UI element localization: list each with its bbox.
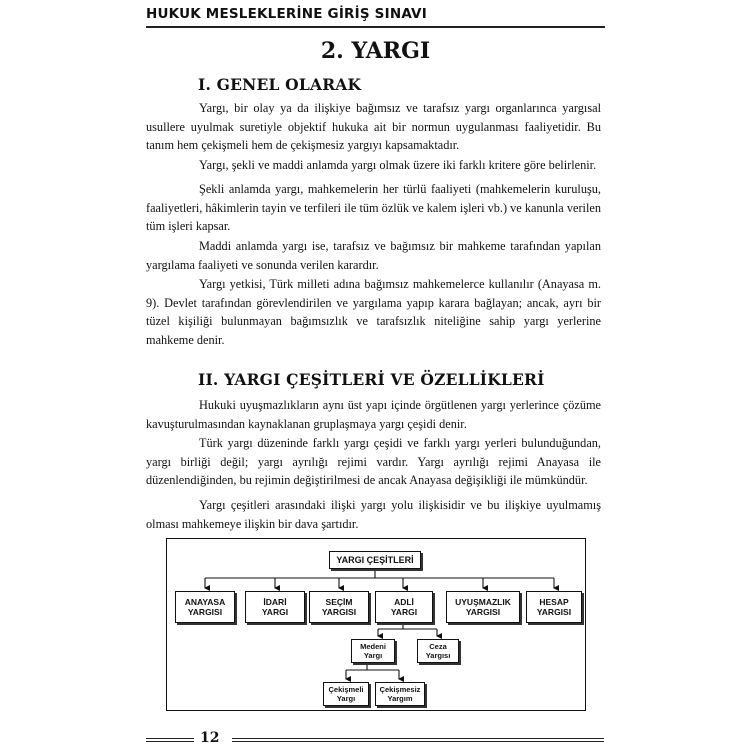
diagram-box-ceza-yargisi: Ceza Yargısı xyxy=(417,639,459,663)
header-rule xyxy=(146,26,605,28)
paragraph: Maddi anlamda yargı ise, tarafsız ve bağımsız bir mahkeme tarafından yapılan yargılama faaliyeti ve sonunda verilen karardır. xyxy=(146,239,601,272)
section-2-heading: II. YARGI ÇEŞİTLERİ VE ÖZELLİKLERİ xyxy=(198,370,545,389)
section-1-heading: I. GENEL OLARAK xyxy=(198,75,362,94)
yargi-cesitleri-diagram xyxy=(166,538,586,711)
footer-rule-right xyxy=(232,738,604,742)
diagram-box-cekismeli-yargi: Çekişmeli Yargı xyxy=(323,682,369,706)
footer-rule-left xyxy=(146,738,194,742)
diagram-box-uyusmazlik-yargisi: UYUŞMAZLIK YARGISI xyxy=(446,591,520,623)
diagram-box-cekismesiz-yargi: Çekişmesiz Yargım xyxy=(375,682,425,706)
paragraph: Türk yargı düzeninde farklı yargı çeşidi ve farklı yargı yerleri bulunduğundan, yargı birliği değil; yargı ayrılığı rejimi vardır. Yargı ayrılığı rejimi Anayasa ile düzenlendiğinden, bu rejimin değiştirilmesi de ancak Anayasa değişikliği ile mümkündür. xyxy=(146,436,601,487)
paragraph: Yargı çeşitleri arasındaki ilişki yargı yolu ilişkisidir ve bu ilişkiye uyulmamış olması mahkemeye ilişkin bir dava şartıdır. xyxy=(146,498,601,531)
page-number: 12 xyxy=(200,730,220,746)
diagram-box-adli-yargi: ADLİ YARGI xyxy=(375,591,433,623)
paragraph: Şekli anlamda yargı, mahkemelerin her türlü faaliyeti (mahkemelerin kuruluşu, faaliyetleri, hâkimlerin tayin ve terfileri ile tüm özlük ve kalem işleri vb.) ve kanunla verilen tüm işleri kapsar. xyxy=(146,182,601,233)
paragraph: Hukuki uyuşmazlıkların aynı üst yapı içinde örgütlenen yargı yerlerince çözüme kavuşturulmasından kaynaklanan gruplaşmaya yargı çeşidi denir. xyxy=(146,398,601,431)
diagram-box-medeni-yargi: Medeni Yargı xyxy=(351,639,395,663)
paragraph: Yargı, şekli ve maddi anlamda yargı olmak üzere iki farklı kritere göre belirlenir. xyxy=(199,158,597,172)
diagram-box-anayasa-yargisi: ANAYASA YARGISI xyxy=(175,591,235,623)
chapter-title: 2. YARGI xyxy=(320,38,431,64)
paragraph: Yargı yetkisi, Türk milleti adına bağımsız mahkemelerce kullanılır (Anayasa m. 9). Devlet tarafından görevlendirilen ve yargılama yapıp karara bağlayan; ancak, ayrı bir tüzel kişiliği bulunmayan bağımsızlık ve tarafsızlık niteliğine sahip yargı yerlerine mahkeme denir. xyxy=(146,277,601,347)
diagram-box-hesap-yargisi: HESAP YARGISI xyxy=(526,591,582,623)
diagram-root-box: YARGI ÇEŞİTLERİ xyxy=(329,551,421,569)
paragraph: Yargı, bir olay ya da ilişkiye bağımsız ve tarafsız yargı organlarınca yargısal usullere uyulmak suretiyle objektif hukuka ait bir normun uygulanması faaliyetidir. Bu tanım hem çekişmeli hem de çekişmesiz yargıyı kapsamaktadır. xyxy=(146,101,601,152)
diagram-box-secim-yargisi: SEÇİM YARGISI xyxy=(309,591,369,623)
diagram-box-idari-yargi: İDARİ YARGI xyxy=(245,591,305,623)
page-header-title: HUKUK MESLEKLERİNE GİRİŞ SINAVI xyxy=(146,6,427,22)
